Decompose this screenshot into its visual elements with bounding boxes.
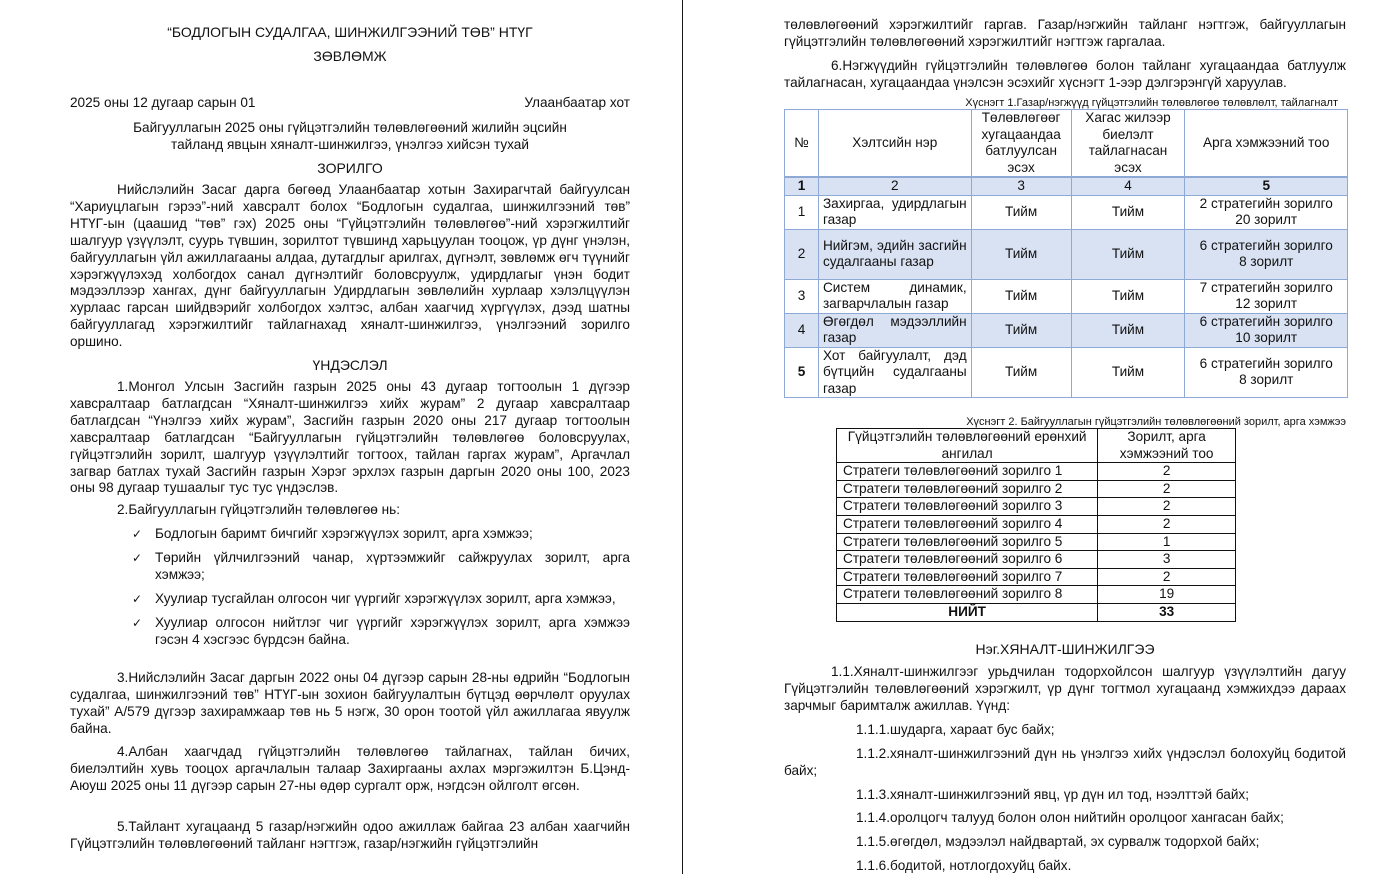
measures-count [1185, 347, 1348, 398]
count-cell: 19 [1098, 586, 1236, 604]
reported-value: Тийм [1071, 313, 1185, 347]
column-number: 4 [1071, 177, 1185, 195]
row-number: 1 [785, 195, 819, 229]
table2-caption: Хүснэгт 2. Байгууллагын гүйцэтгэлийн төлөвлөгөөний зорилт, арга хэмжээ [966, 416, 1346, 428]
category-cell: Стратеги төлөвлөгөөний зорилго 8 [837, 586, 1098, 604]
column-header: Төлөвлөгөөг хугацаандаа батлуулсан эсэх [971, 110, 1071, 178]
table-row [837, 586, 1236, 604]
approved-value: Тийм [971, 229, 1071, 279]
basis-heading: ҮНДЭСЛЭЛ [312, 357, 388, 373]
column-header: Зорилт, арга хэмжээний тоо [1098, 429, 1236, 463]
count-cell: 2 [1098, 498, 1236, 516]
column-header: Хагас жилээр биелэлт тайлагнасан эсэх [1071, 110, 1185, 178]
measures-count [1185, 195, 1348, 229]
continuation-paragraph: төлөвлөгөөний хэрэгжилтийг гаргав. Газар/нэгжийн тайланг нэгтгэж, байгууллагын гүйцэтгэлийн төлөвлөгөөний хэрэгжилтийг нэгтгэж гаргалаа. [784, 17, 1346, 49]
reported-value: Тийм [1071, 195, 1185, 229]
document-type: ЗӨВЛӨМЖ [313, 48, 387, 64]
principle-item: 1.1.4.оролцогч талууд болон олон нийтийн оролцоог хангасан байх; [856, 810, 1284, 825]
column-number: 3 [971, 177, 1071, 195]
goal-heading: ЗОРИЛГО [317, 160, 383, 176]
approved-value: Тийм [971, 195, 1071, 229]
goal-paragraph: Нийслэлийн Засаг дарга бөгөөд Улаанбаатар хотын Захирагчтай байгуулсан “Хариуцлагын гэрээ”-ний хавсралт болох “Бодлогын судалгаа, шинжилгээний төв” НТҮГ-ын (цаашид “төв” гэх) 2025 оны “Гүйцэтгэлийн төлөвлөгөө”-ний хэрэгжилтийг шалгуур үзүүлэлт, суурь түвшин, зорилтот түвшинд харьцуулан тооцож, үр дүнг үнэлэн, байгууллагын үйл ажиллагааны алдаа, дутагдлыг арилгах, дүгнэлт, зөвлөмж өгч түүнийг хэрэгжүүлэхэд холбогдох санал дүгнэлтийг боловсруулж, удирдлагыг үнэн бодит мэдээллээр хангах, дүнг байгууллагын Удирдлагын зөвлөлийн хурлаар хэлэлцүүлэн хурлаас гарсан шийдвэрийг холбогдох хэлтэс, албан хаагчид хүргүүлэх, дээд шатны байгууллагад хэрэгжилтийг тайлагнахад хяналт-шинжилгээ, үнэлгээний зорилго оршино. [70, 182, 630, 350]
row-number: 4 [785, 313, 819, 347]
table-row [837, 533, 1236, 551]
column-number: 1 [785, 177, 819, 195]
basis-paragraph-2: 2.Байгууллагын гүйцэтгэлийн төлөвлөгөө нь: [117, 502, 400, 517]
principle-item: 1.1.2.хяналт-шинжилгээний дүн нь үнэлгээ хийх үндэслэл болохуйц бодитой байх; [784, 746, 1346, 778]
department-name: Хот байгуулалт, дэд бүтцийн судалгааны газар [818, 347, 971, 398]
table-row [785, 347, 1348, 398]
basis-paragraph-5: 5.Тайлант хугацаанд 5 газар/нэгжийн одоо ажиллаж байгаа 23 албан хаагчийн Гүйцэтгэлийн төлөвлөгөөний тайланг нэгтгэж, газар/нэгжийн гүйцэтгэлийн [70, 819, 630, 851]
measures-goals: 6 стратегийн зорилго [1199, 237, 1333, 253]
basis-paragraph-3: 3.Нийслэлийн Засаг даргын 2022 оны 04 дүгээр сарын 28-ны өдрийн “Бодлогын судалгаа, шинжилгээний төв” НТҮГ-ын зохион байгуулалтын бүтцэд өөрчлөлт оруулах тухай” А/579 дүгээр захирамжаар төв нь 5 нэгж, 30 орон тоотой үйл ажиллагаа явуулж байна. [70, 670, 630, 736]
category-cell: Стратеги төлөвлөгөөний зорилго 4 [837, 515, 1098, 533]
strategy-goals-table [836, 428, 1236, 622]
principle-item: 1.1.5.өгөгдөл, мэдээлэл найдвартай, эх сурвалж тодорхой байх; [856, 834, 1260, 849]
subject-line-2: тайланд явцын хяналт-шинжилгээ, үнэлгээ хийсэн тухай [171, 136, 529, 152]
monitoring-heading: Нэг.ХЯНАЛТ-ШИНЖИЛГЭЭ [975, 641, 1155, 657]
list-item [132, 550, 630, 584]
department-name: Өгөгдөл мэдээллийн газар [818, 313, 971, 347]
count-cell: 2 [1098, 480, 1236, 498]
list-item [132, 615, 630, 649]
category-cell: Стратеги төлөвлөгөөний зорилго 6 [837, 551, 1098, 569]
measures-goals: 6 стратегийн зорилго [1199, 313, 1333, 329]
column-header: Хэлтсийн нэр [818, 110, 971, 178]
principle-item: 1.1.3.хяналт-шинжилгээний явц, үр дүн ил тод, нээлттэй байх; [856, 787, 1250, 802]
measures-objectives: 12 зорилт [1235, 296, 1298, 311]
column-header: № [785, 110, 819, 178]
measures-objectives: 8 зорилт [1239, 372, 1294, 388]
measures-count [1185, 313, 1348, 347]
department-name: Нийгэм, эдийн засгийн судалгааны газар [818, 229, 971, 279]
category-cell: Стратеги төлөвлөгөөний зорилго 2 [837, 480, 1098, 498]
reported-value: Тийм [1071, 279, 1185, 313]
checkmark-icon: ✓ [132, 615, 143, 630]
table-row [837, 568, 1236, 586]
basis-paragraph-4: 4.Албан хаагчдад гүйцэтгэлийн төлөвлөгөө тайлагнах, тайлан бичих, биелэлтийн хувь тооцох аргачлалын талаар Захиргааны ахлах мэргэжилтэн Б.Цэнд-Аюуш 2025 оны 11 дүгээр сарын 27-ны өдөр сургалт орж, нэгдсэн ойлголт өгсөн. [70, 744, 630, 793]
document-subject [70, 120, 630, 154]
category-cell: Стратеги төлөвлөгөөний зорилго 7 [837, 568, 1098, 586]
plan-sections-list [132, 526, 630, 655]
approved-value: Тийм [971, 279, 1071, 313]
count-cell: 1 [1098, 533, 1236, 551]
table-row [837, 480, 1236, 498]
table-row [785, 279, 1348, 313]
total-label: НИЙТ [837, 603, 1098, 621]
row-number: 2 [785, 229, 819, 279]
principle-item: 1.1.6.бодитой, нотлогдохуйц байх. [856, 858, 1072, 873]
department-plan-table [784, 109, 1348, 398]
list-item-text: Хуулиар тусгайлан олгосон чиг үүргийг хэрэгжүүлэх зорилт, арга хэмжээ, [155, 590, 616, 606]
total-value: 33 [1098, 603, 1236, 621]
organization-title: “БОДЛОГЫН СУДАЛГАА, ШИНЖИЛГЭЭНИЙ ТӨВ” НТҮГ [167, 24, 533, 40]
table-header-row [837, 429, 1236, 463]
row-number: 5 [785, 347, 819, 398]
column-number-row [785, 177, 1348, 195]
measures-goals: 6 стратегийн зорилго [1199, 355, 1333, 371]
list-item [132, 526, 630, 543]
department-name: Систем динамик, загварчлалын газар [818, 279, 971, 313]
approved-value: Тийм [971, 313, 1071, 347]
measures-count [1185, 229, 1348, 279]
department-name: Захиргаа, удирдлагын газар [818, 195, 971, 229]
subject-line-1: Байгууллагын 2025 оны гүйцэтгэлийн төлөвлөгөөний жилийн эцсийн [133, 120, 567, 135]
principle-item: 1.1.1.шударга, хараат бус байх; [856, 722, 1055, 737]
column-header: Арга хэмжээний тоо [1185, 110, 1348, 178]
table-row [785, 229, 1348, 279]
count-cell: 2 [1098, 515, 1236, 533]
reported-value: Тийм [1071, 229, 1185, 279]
table1-caption: Хүснэгт 1.Газар/нэгжүүд гүйцэтгэлийн төлөвлөгөө төлөвлөлт, тайлагналт [965, 97, 1338, 109]
column-number: 5 [1185, 177, 1348, 195]
list-item-text: Хуулиар олгосон нийтлэг чиг үүргийг хэрэгжүүлэх зорилт, арга хэмжээ гэсэн 4 хэсгээс бүрдсэн байна. [155, 614, 630, 647]
measures-objectives: 8 зорилт [1239, 254, 1294, 269]
table-row [785, 313, 1348, 347]
column-header: Гүйцэтгэлийн төлөвлөгөөний ерөнхий ангилал [837, 429, 1098, 463]
total-row [837, 603, 1236, 621]
count-cell: 2 [1098, 568, 1236, 586]
checkmark-icon: ✓ [132, 591, 143, 606]
monitoring-paragraph: 1.1.Хяналт-шинжилгээг урьдчилан тодорхойлсон шалгуур үзүүлэлтийн дагуу Гүйцэтгэлийн төлөвлөгөөний хэрэгжилт, үр дүнг тогтмол хугацаанд хэмжихдээ дараах зарчмыг баримталж ажиллав. Үүнд: [784, 664, 1346, 713]
table-row [837, 463, 1236, 481]
table-row [837, 551, 1236, 569]
table-header-row [785, 110, 1348, 178]
measures-count [1185, 279, 1348, 313]
basis-paragraph-1: 1.Монгол Улсын Засгийн газрын 2025 оны 43 дугаар тогтоолын 1 дүгээр хавсралтаар батлагдсан “Хяналт-шинжилгээ хийх журам” 2 дугаар хавсралтаар батлагдсан “Үнэлгээ хийх журам”, Засгийн газрын 2020 оны 217 дугаар тогтоолын хавсралтаар батлагдсан “Байгууллагын гүйцэтгэлийн төлөвлөгөө боловсруулах, гүйцэтгэлийн зорилт, шалгуур үзүүлэлтийг тогтоох, тайлан гаргах журам”, Аргачлал загвар батлах тухай Засгийн газрын Хэрэг эрхлэх газрын даргын 2020 оны 100, 2023 оны 98 дугаар тушаалыг тус тус үндэслэв. [70, 379, 630, 496]
category-cell: Стратеги төлөвлөгөөний зорилго 3 [837, 498, 1098, 516]
measures-objectives: 20 зорилт [1235, 212, 1298, 227]
table-row [785, 195, 1348, 229]
column-number: 2 [818, 177, 971, 195]
checkmark-icon: ✓ [132, 527, 143, 541]
category-cell: Стратеги төлөвлөгөөний зорилго 5 [837, 533, 1098, 551]
list-item [132, 591, 630, 608]
table-row [837, 498, 1236, 516]
list-item-text: Төрийн үйлчилгээний чанар, хүртээмжийг сайжруулах зорилт, арга хэмжээ; [155, 549, 630, 582]
paragraph-6: 6.Нэгжүүдийн гүйцэтгэлийн төлөвлөгөө болон тайланг хугацаандаа батлуулж тайлагнасан, хугацаандаа үнэлсэн эсэхийг хүснэгт 1-ээр дэлгэрэнгүй харуулав. [784, 58, 1346, 90]
table-row [837, 515, 1236, 533]
list-item-text: Бодлогын баримт бичгийг хэрэгжүүлэх зорилт, арга хэмжээ; [155, 526, 533, 541]
checkmark-icon: ✓ [132, 550, 143, 565]
date-place-line [70, 95, 630, 112]
count-cell: 3 [1098, 551, 1236, 569]
reported-value: Тийм [1071, 347, 1185, 398]
category-cell: Стратеги төлөвлөгөөний зорилго 1 [837, 463, 1098, 481]
measures-goals: 7 стратегийн зорилго [1199, 279, 1333, 295]
document-date: 2025 оны 12 дугаар сарын 01 [70, 95, 256, 110]
measures-objectives: 10 зорилт [1235, 330, 1298, 345]
measures-goals: 2 стратегийн зорилго [1199, 195, 1333, 211]
count-cell: 2 [1098, 463, 1236, 481]
approved-value: Тийм [971, 347, 1071, 398]
row-number: 3 [785, 279, 819, 313]
page-divider [682, 0, 683, 874]
document-place: Улаанбаатар хот [524, 95, 630, 110]
